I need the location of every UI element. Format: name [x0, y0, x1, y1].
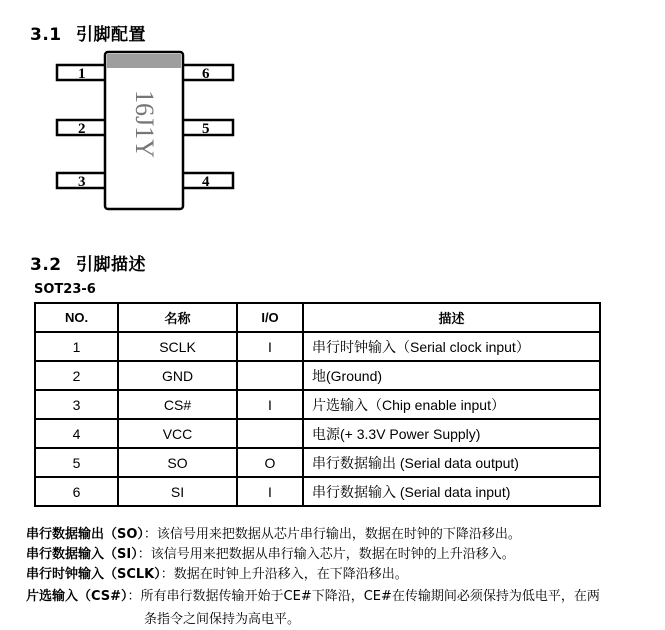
pin-number: 1	[78, 66, 86, 82]
section-number: 3.2	[30, 255, 62, 275]
section-heading-pin-configuration	[30, 20, 146, 45]
cell-no: 3	[35, 390, 118, 419]
cell-io	[237, 419, 303, 448]
note-serial-clock-input	[26, 566, 408, 584]
note-label: 片选输入（CS#）	[26, 589, 128, 604]
cell-io	[237, 361, 303, 390]
cell-name: SCLK	[118, 332, 237, 361]
note-chip-select-continuation: 条指令之间保持为高电平。	[144, 612, 301, 627]
cell-description: 串行数据输出 (Serial data output)	[303, 448, 600, 477]
cell-io: I	[237, 477, 303, 506]
section-heading-pin-description	[30, 250, 146, 275]
table-header-row	[35, 303, 600, 332]
column-header-no: NO.	[35, 303, 118, 332]
chip-marking: 16J1Y	[130, 90, 159, 158]
cell-io: O	[237, 448, 303, 477]
note-chip-select-input	[26, 588, 600, 606]
column-header-name: 名称	[118, 303, 237, 332]
cell-io: I	[237, 390, 303, 419]
cell-name: GND	[118, 361, 237, 390]
pin-5	[178, 120, 233, 137]
pin-4	[178, 173, 233, 190]
table-row	[35, 332, 600, 361]
note-serial-data-output	[26, 526, 521, 544]
table-row	[35, 361, 600, 390]
cell-name: VCC	[118, 419, 237, 448]
pin-number: 6	[202, 66, 210, 82]
table-row	[35, 419, 600, 448]
pin1-marker-band	[107, 54, 181, 68]
note-label: 串行数据输出（SO）	[26, 527, 144, 542]
pin-description-table	[34, 302, 601, 507]
cell-no: 5	[35, 448, 118, 477]
cell-no: 1	[35, 332, 118, 361]
note-label: 串行数据输入（SI）	[26, 547, 138, 562]
cell-no: 4	[35, 419, 118, 448]
note-text: ：该信号用来把数据从芯片串行输出，数据在时钟的下降沿移出。	[143, 527, 521, 542]
note-label: 串行时钟输入（SCLK）	[26, 567, 161, 582]
section-title: 引脚描述	[76, 255, 146, 275]
table-row	[35, 390, 600, 419]
cell-name: CS#	[118, 390, 237, 419]
column-header-description: 描述	[303, 303, 600, 332]
note-serial-data-input	[26, 546, 515, 564]
pin-number: 3	[78, 174, 86, 190]
pin-number: 5	[202, 121, 210, 137]
cell-description: 串行时钟输入（Serial clock input）	[303, 332, 600, 361]
note-text: ：数据在时钟上升沿移入，在下降沿移出。	[160, 567, 408, 582]
pin-6	[178, 65, 233, 82]
cell-io: I	[237, 332, 303, 361]
cell-description: 串行数据输入 (Serial data input)	[303, 477, 600, 506]
cell-no: 2	[35, 361, 118, 390]
cell-no: 6	[35, 477, 118, 506]
pin-number: 4	[202, 174, 210, 190]
package-label: SOT23-6	[34, 282, 96, 297]
table-row	[35, 477, 600, 506]
table-row	[35, 448, 600, 477]
cell-description: 电源(+ 3.3V Power Supply)	[303, 419, 600, 448]
cell-description: 片选输入（Chip enable input）	[303, 390, 600, 419]
column-header-io: I/O	[237, 303, 303, 332]
section-number: 3.1	[30, 25, 62, 45]
note-text: ：所有串行数据传输开始于CE#下降沿，CE#在传输期间必须保持为低电平，在两	[127, 589, 600, 604]
section-title: 引脚配置	[76, 25, 146, 45]
chip-pinout-diagram	[50, 48, 240, 213]
cell-name: SI	[118, 477, 237, 506]
cell-description: 地(Ground)	[303, 361, 600, 390]
pin-number: 2	[78, 121, 86, 137]
cell-name: SO	[118, 448, 237, 477]
note-text: ：该信号用来把数据从串行输入芯片，数据在时钟的上升沿移入。	[137, 547, 515, 562]
